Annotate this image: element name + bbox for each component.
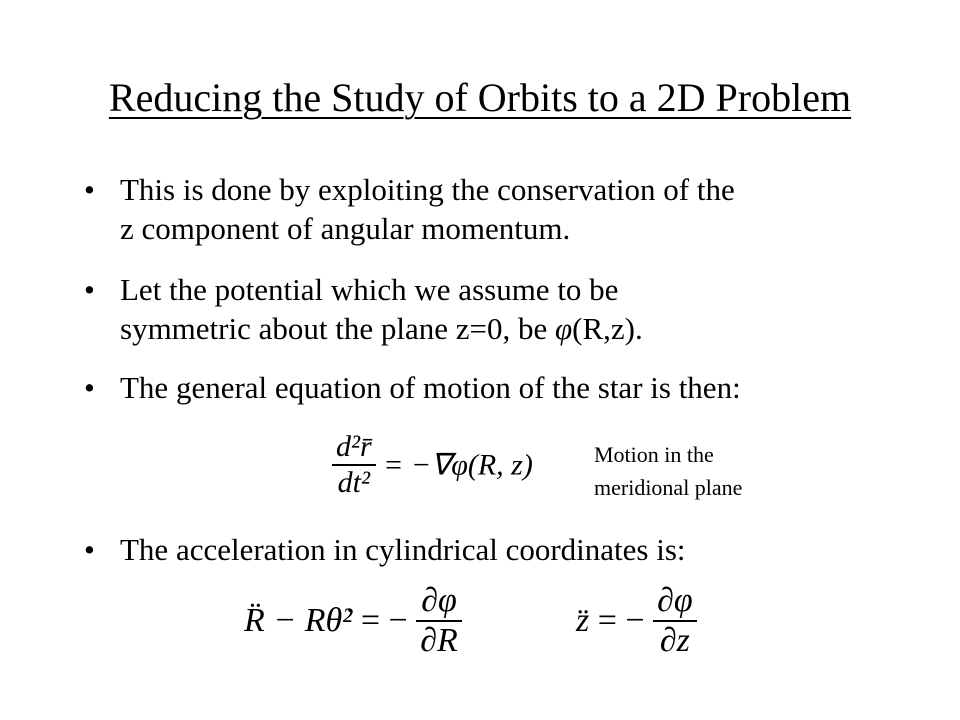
equation-denominator: ∂R (416, 620, 462, 660)
bullet-text-segment: (R,z). (572, 311, 643, 346)
bullet-dot-icon: • (84, 172, 95, 207)
equation-numerator: ∂φ (421, 582, 457, 619)
equation-fraction (416, 582, 462, 660)
radial-acceleration-equation (244, 582, 462, 660)
equation-fraction (332, 430, 376, 500)
side-note-line: Motion in the (594, 442, 714, 467)
bullet-text-segment: symmetric about the plane z=0, be (120, 311, 555, 346)
equation-lhs: R̈ − Rθ̇² (244, 602, 353, 639)
equation-numerator: d²r̄ (336, 430, 372, 463)
equation-rhs: = −∇φ(R, z) (383, 448, 533, 482)
equation-rhs-prefix: = − (597, 602, 645, 639)
vertical-acceleration-equation (576, 582, 697, 660)
bullet-text-line: This is done by exploiting the conservation of the (120, 172, 735, 207)
bullet-item (84, 270, 643, 348)
bullet-item (84, 170, 735, 248)
equation-denominator: ∂z (653, 620, 697, 660)
bullet-dot-icon: • (84, 272, 95, 307)
side-note (594, 438, 742, 504)
equation-of-motion (332, 430, 533, 500)
bullet-text-line: The general equation of motion of the star is then: (120, 370, 741, 405)
bullet-item (84, 530, 686, 569)
side-note-line: meridional plane (594, 475, 743, 500)
equation-rhs-prefix: = − (360, 602, 408, 639)
slide-title: Reducing the Study of Orbits to a 2D Problem (108, 75, 852, 120)
equation-denominator: dt² (332, 464, 376, 500)
bullet-text-line: z component of angular momentum. (120, 211, 571, 246)
phi-symbol: φ (554, 311, 573, 346)
equation-lhs: z̈ (576, 602, 590, 639)
equation-numerator: ∂φ (657, 582, 693, 619)
bullet-item (84, 368, 741, 407)
bullet-text-line: Let the potential which we assume to be (120, 272, 619, 307)
equation-fraction (653, 582, 697, 660)
bullet-dot-icon: • (84, 370, 95, 405)
bullet-dot-icon: • (84, 532, 95, 567)
bullet-text-line (120, 309, 643, 348)
bullet-text-line: The acceleration in cylindrical coordinates is: (120, 532, 686, 567)
